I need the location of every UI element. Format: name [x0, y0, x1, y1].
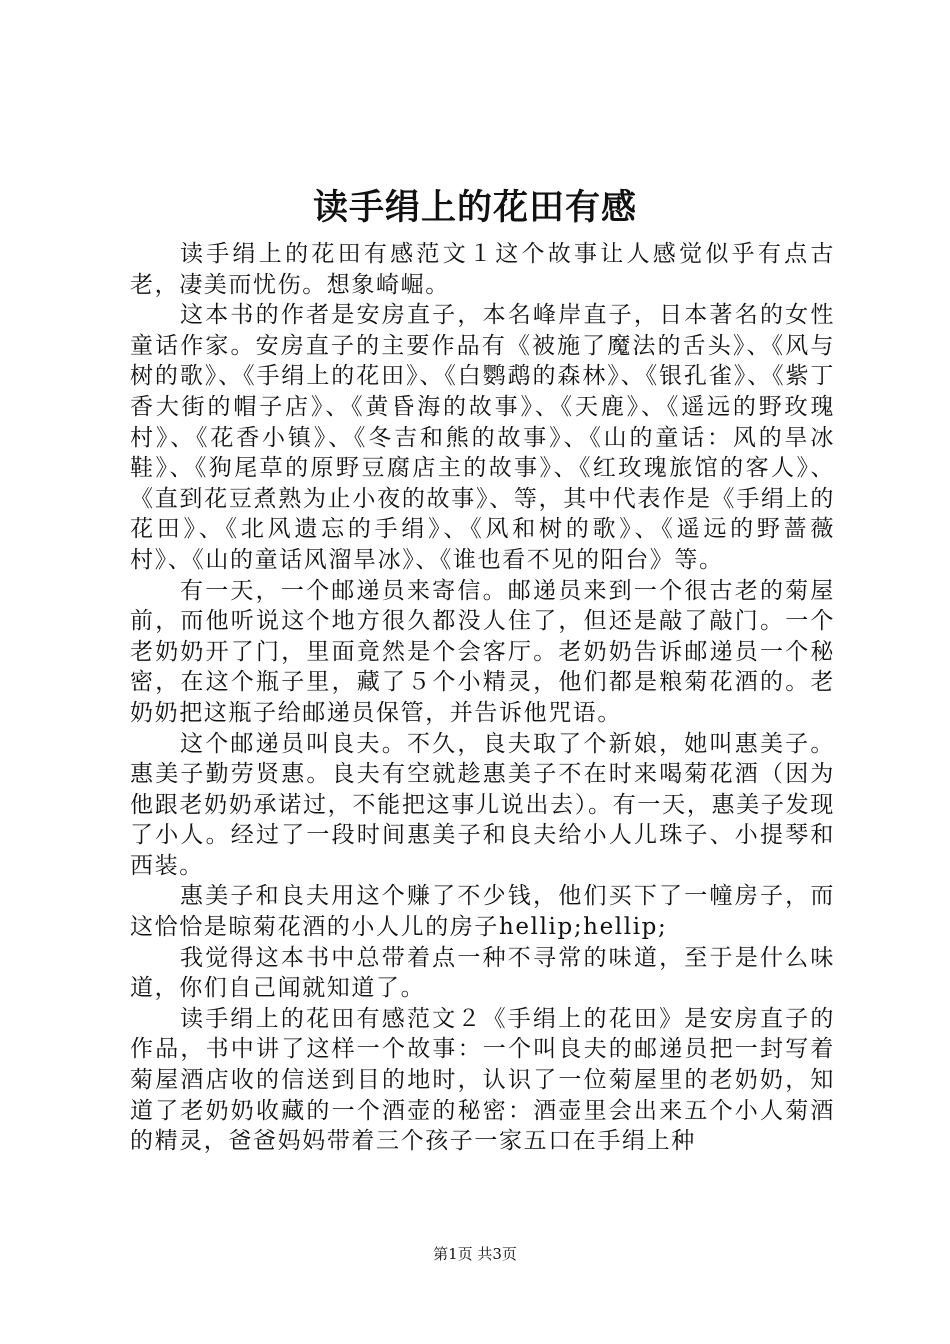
paragraph: 有一天，一个邮递员来寄信。邮递员来到一个很古老的菊屋前，而他听说这个地方很久都没人住了，但还是敲了敲门。一个老奶奶开了门，里面竟然是个会客厅。老奶奶告诉邮递员一个秘密，在这个瓶子里，藏了５个小精灵，他们都是粮菊花酒的。老奶奶把这瓶子给邮递员保管，并告诉他咒语。: [130, 577, 835, 726]
paragraph: 惠美子和良夫用这个赚了不少钱，他们买下了一幢房子，而这恰恰是晾菊花酒的小人儿的房子hellip;hellip;: [130, 883, 835, 941]
paragraph: 这个邮递员叫良夫。不久，良夫取了个新娘，她叫惠美子。惠美子勤劳贤惠。良夫有空就趁惠美子不在时来喝菊花酒（因为他跟老奶奶承诺过，不能把这事儿说出去）。有一天，惠美子发现了小人。经过了一段时间惠美子和良夫给小人儿珠子、小提琴和西装。: [130, 730, 835, 879]
document-body: [130, 239, 835, 1157]
paragraph: 读手绢上的花田有感范文１这个故事让人感觉似乎有点古老，凄美而忧伤。想象崎崛。: [130, 241, 835, 298]
paragraph: 我觉得这本书中总带着点一种不寻常的味道，至于是什么味道，你们自己闻就知道了。: [130, 944, 835, 1002]
paragraph: 读手绢上的花田有感范文２《手绢上的花田》是安房直子的作品，书中讲了这样一个故事：一个叫良夫的邮递员把一封写着菊屋酒店收的信送到目的地时，认识了一位菊屋里的老奶奶，知道了老奶奶收藏的一个酒壶的秘密：酒壶里会出来五个小人菊酒的精灵，爸爸妈妈带着三个孩子一家五口在手绢上种: [130, 1005, 835, 1155]
page-number-footer: 第1页 共3页: [433, 1245, 517, 1263]
document-title: 读手绢上的花田有感: [312, 187, 637, 228]
paragraph: 这本书的作者是安房直子，本名峰岸直子，日本著名的女性童话作家。安房直子的主要作品有《被施了魔法的舌头》、《风与树的歌》、《手绢上的花田》、《白鹦鹉的森林》、《银孔雀》、《紫丁香大街的帽子店》、《黄昏海的故事》、《天鹿》、《遥远的野玫瑰村》、《花香小镇》、《冬吉和熊的故事》、《山的童话：风的旱冰鞋》、《狗尾草的原野豆腐店主的故事》、《红玫瑰旅馆的客人》、《直到花豆煮熟为止小夜的故事》、等，其中代表作是《手绢上的花田》、《北风遗忘的手绢》、《风和树的歌》、《遥远的野蔷薇村》、《山的童话风溜旱冰》、《谁也看不见的阳台》等。: [130, 302, 835, 573]
